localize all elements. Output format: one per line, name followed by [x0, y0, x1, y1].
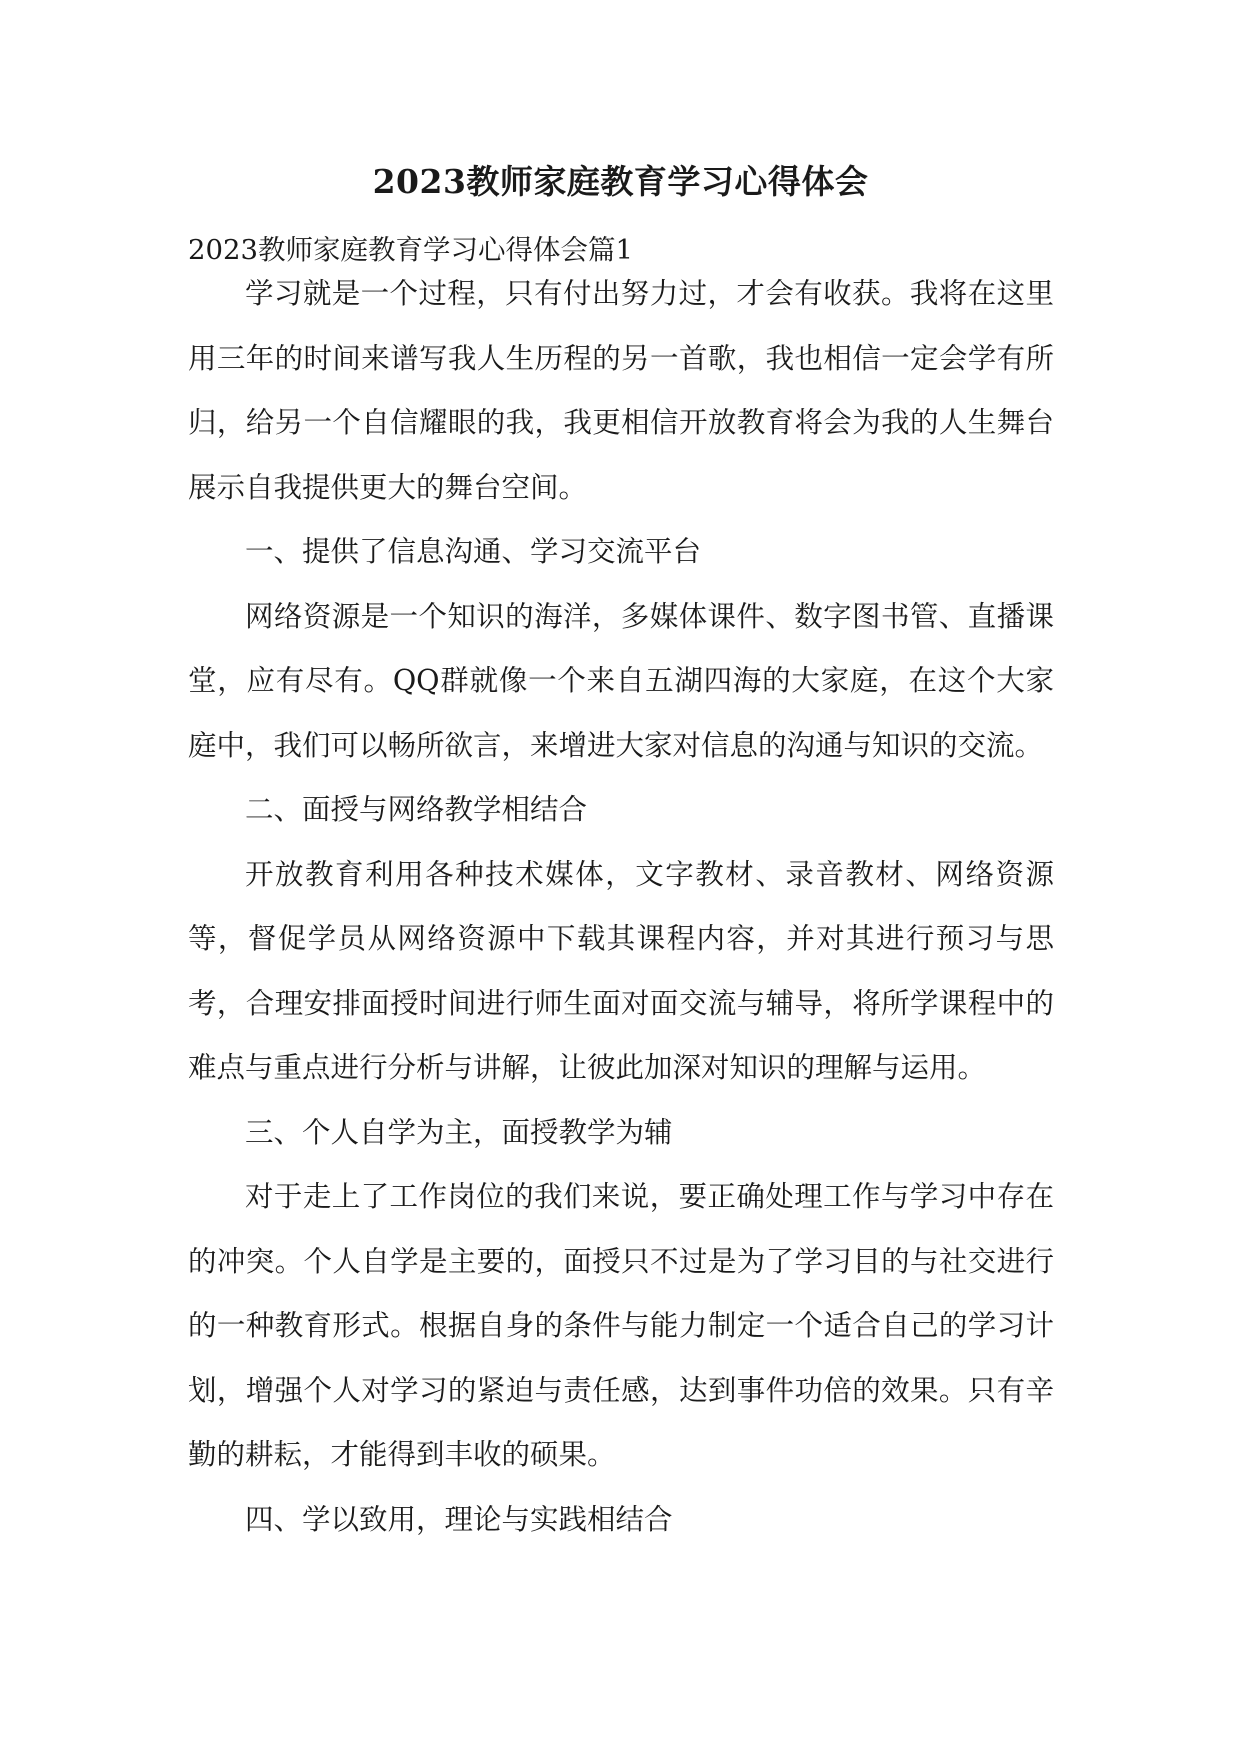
- section-heading-3: 三、个人自学为主，面授教学为辅: [245, 1115, 673, 1149]
- paragraph-section-3: 对于走上了工作岗位的我们来说，要正确处理工作与学习中存在的冲突。个人自学是主要的，面授只不过是为了学习目的与社交进行的一种教育形式。根据自身的条件与能力制定一个适合自己的学习计划，增强个人对学习的紧迫与责任感，达到事件功倍的效果。只有辛勤的耕耘，才能得到丰收的硕果。: [188, 1180, 1054, 1471]
- document-body: [188, 262, 1054, 1552]
- paragraph-section-1: 网络资源是一个知识的海洋，多媒体课件、数字图书管、直播课堂，应有尽有。QQ群就像一个来自五湖四海的大家庭，在这个大家庭中，我们可以畅所欲言，来增进大家对信息的沟通与知识的交流。: [188, 599, 1054, 762]
- paragraph-section-2: 开放教育利用各种技术媒体，文字教材、录音教材、网络资源等，督促学员从网络资源中下载其课程内容，并对其进行预习与思考，合理安排面授时间进行师生面对面交流与辅导，将所学课程中的难点与重点进行分析与讲解，让彼此加深对知识的理解与运用。: [188, 857, 1054, 1084]
- section-heading-2: 二、面授与网络教学相结合: [245, 793, 588, 826]
- paragraph-intro: 学习就是一个过程，只有付出努力过，才会有收获。我将在这里用三年的时间来谱写我人生历程的另一首歌，我也相信一定会学有所归，给另一个自信耀眼的我，我更相信开放教育将会为我的人生舞台展示自我提供更大的舞台空间。: [188, 277, 1054, 504]
- section-heading-4: 四、学以致用，理论与实践相结合: [245, 1502, 673, 1536]
- document-title: 2023教师家庭教育学习心得体会: [372, 162, 869, 201]
- section-heading-1: 一、提供了信息沟通、学习交流平台: [245, 535, 702, 568]
- document-subtitle: 2023教师家庭教育学习心得体会篇1: [188, 234, 633, 266]
